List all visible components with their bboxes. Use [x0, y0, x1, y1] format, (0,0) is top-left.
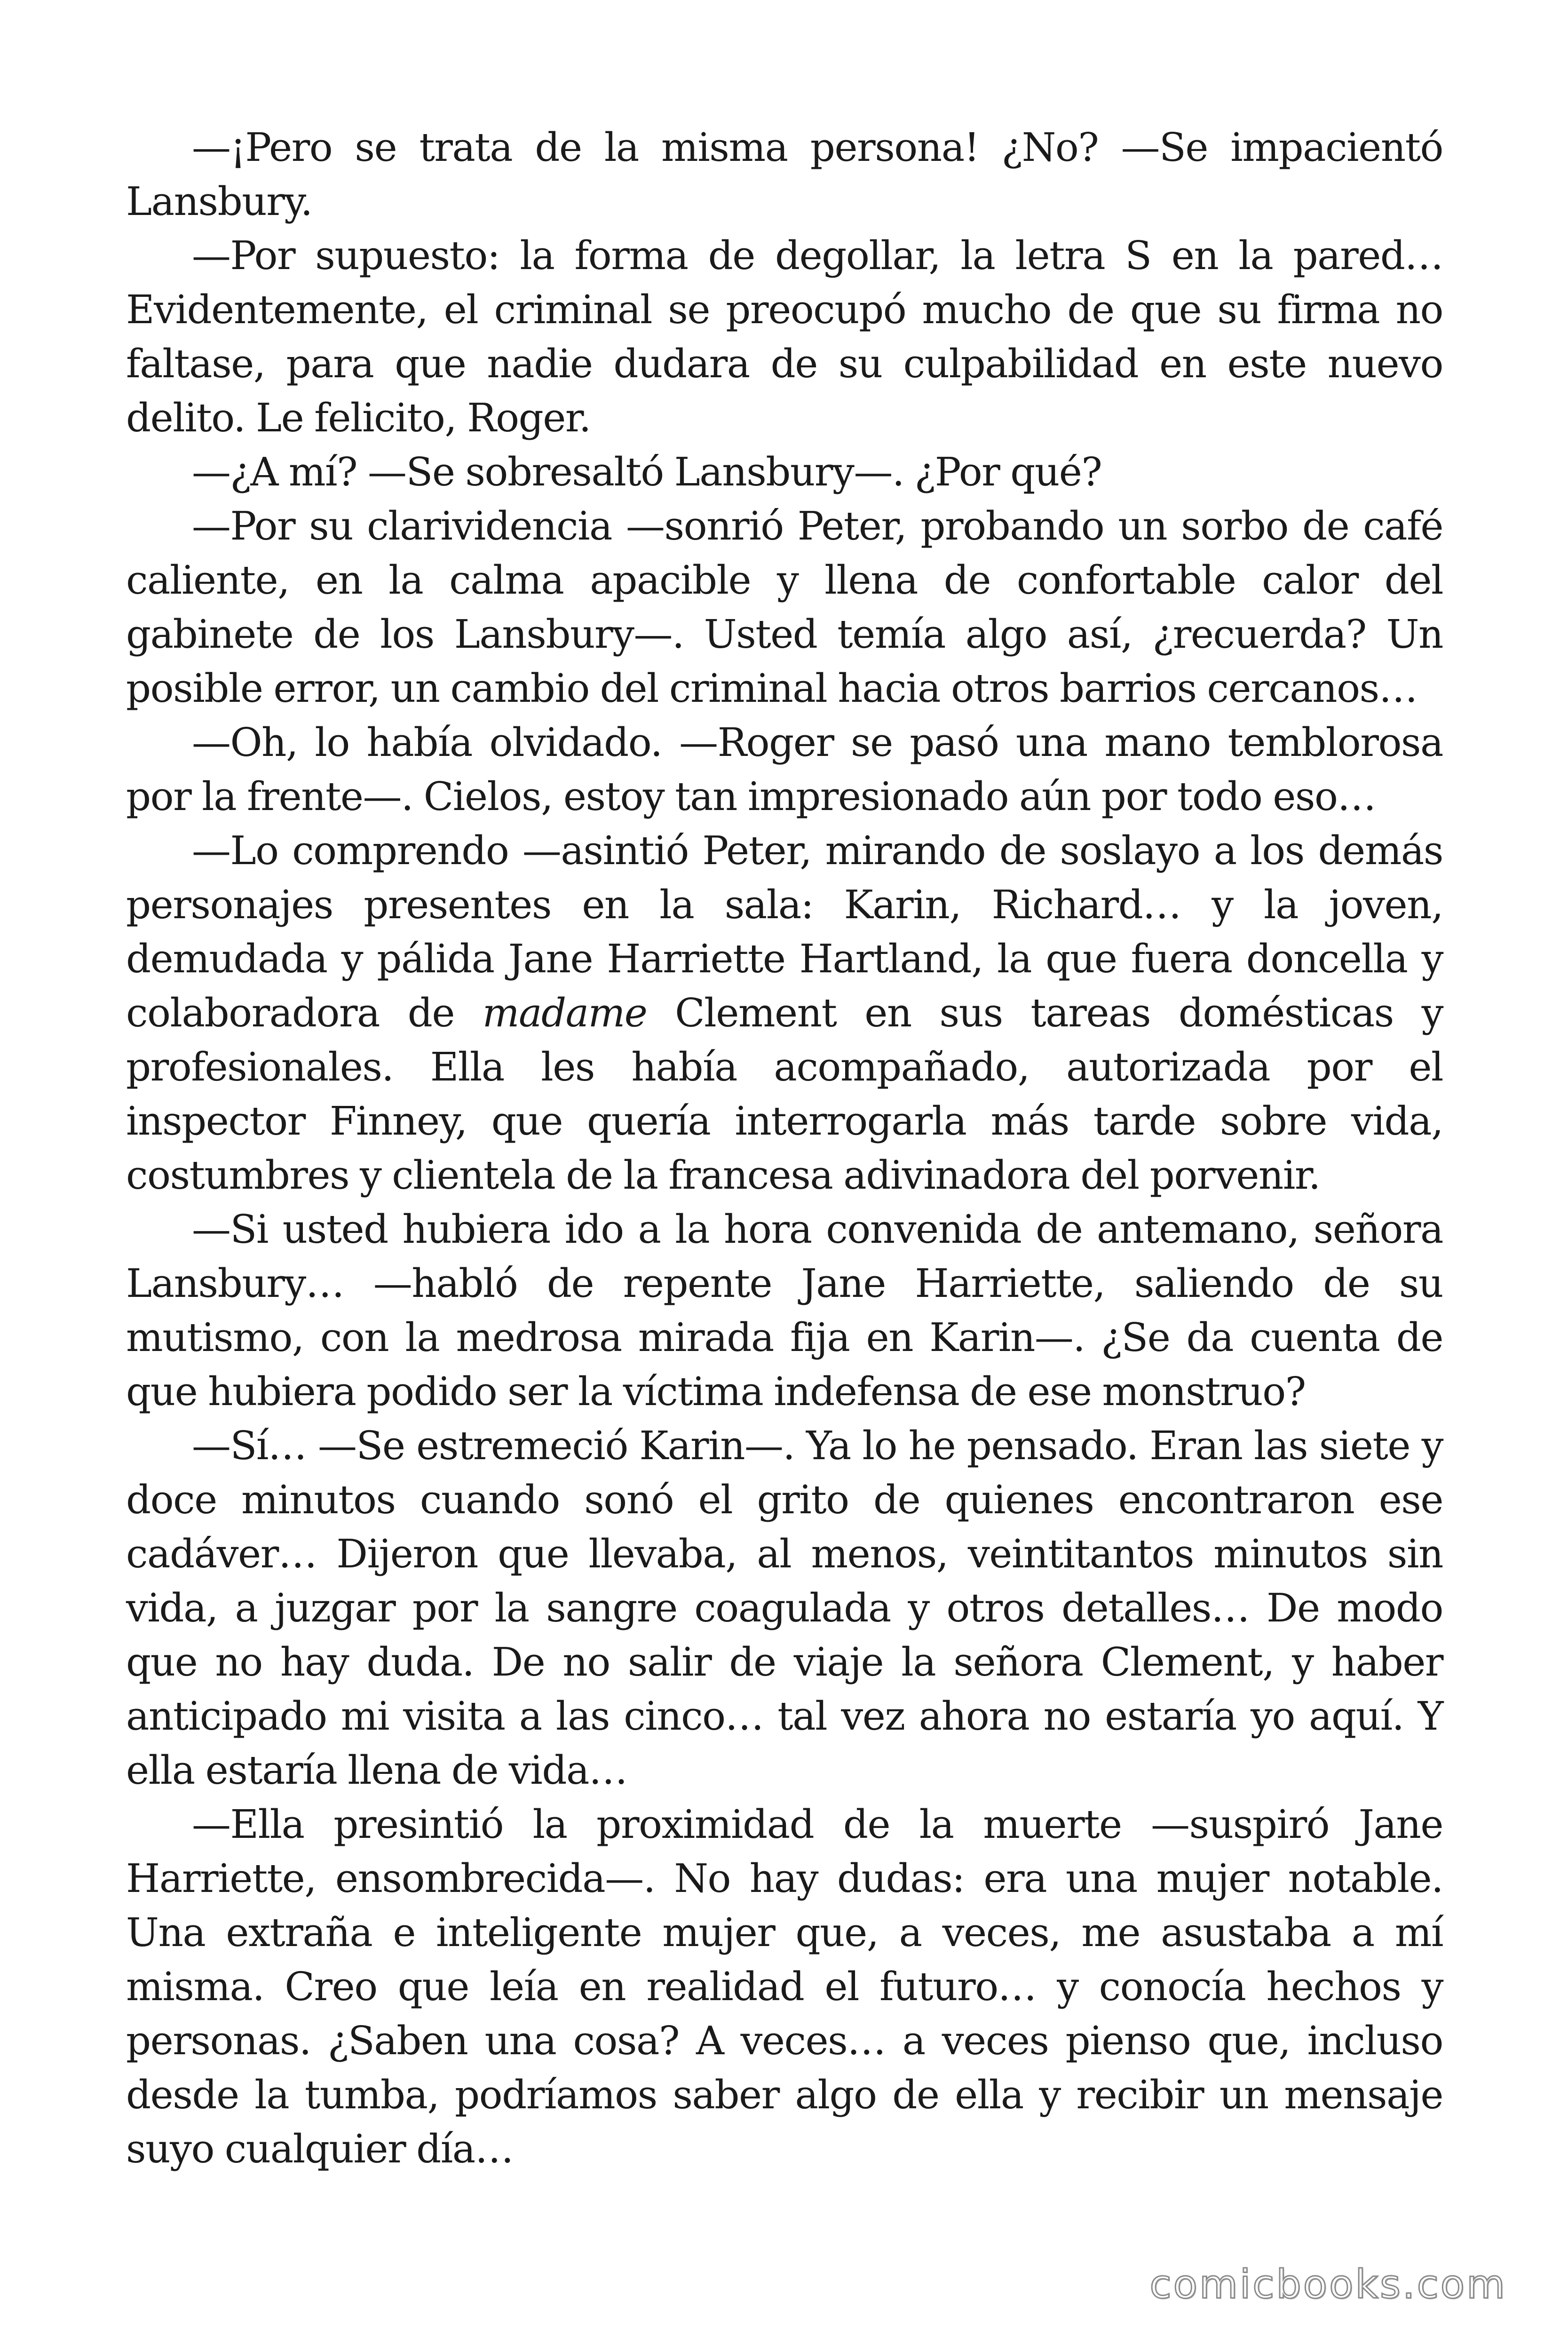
paragraph-text: —Por su clarividencia —sonrió Peter, probando un sorbo de café caliente, en la calma apacible y llena de confortable calor del gabinete de los Lansbury—. Usted temía algo así, ¿recuerda? Un posible error, un cambio del criminal hacia otros barrios cercanos…	[126, 503, 1443, 711]
paragraph	[126, 1202, 1443, 1419]
paragraph	[126, 1797, 1443, 2176]
watermark: comicbooks.com	[1149, 2261, 1507, 2307]
paragraph	[126, 499, 1443, 715]
paragraph-text: —Lo comprendo —asintió Peter, mirando de soslayo a los demás personajes presentes en la sala: Karin, Richard… y la joven, demudada y pálida Jane Harriette Hartland, la que fuera doncella y colaboradora de	[126, 828, 1443, 1036]
paragraph-text: —Por supuesto: la forma de degollar, la letra S en la pared… Evidentemente, el criminal se preocupó mucho de que su firma no faltase, para que nadie dudara de su culpabilidad en este nuevo delito. Le felicito, Roger.	[126, 233, 1443, 441]
paragraph	[126, 120, 1443, 229]
paragraph-text: —¿A mí? —Se sobresaltó Lansbury—. ¿Por qué?	[192, 449, 1102, 495]
italic-text: madame	[482, 990, 647, 1036]
paragraph	[126, 1419, 1443, 1797]
paragraph-text: Clement en sus tareas domésticas y profesionales. Ella les había acompañado, autorizada por el inspector Finney, que quería interrogarla más tarde sobre vida, costumbres y clientela de la francesa adivinadora del porvenir.	[126, 990, 1443, 1198]
paragraph-text: —Sí… —Se estremeció Karin—. Ya lo he pensado. Eran las siete y doce minutos cuando sonó el grito de quienes encontraron ese cadáver… Dijeron que llevaba, al menos, veintitantos minutos sin vida, a juzgar por la sangre coagulada y otros detalles… De modo que no hay duda. De no salir de viaje la señora Clement, y haber anticipado mi visita a las cinco… tal vez ahora no estaría yo aquí. Y ella estaría llena de vida…	[126, 1423, 1443, 1793]
page-body	[126, 120, 1443, 2176]
paragraph-text: —Ella presintió la proximidad de la muerte —suspiró Jane Harriette, ensombrecida—. No hay dudas: era una mujer notable. Una extraña e inteligente mujer que, a veces, me asustaba a mí misma. Creo que leía en realidad el futuro… y conocía hechos y personas. ¿Saben una cosa? A veces… a veces pienso que, incluso desde la tumba, podríamos saber algo de ella y recibir un mensaje suyo cualquier día…	[126, 1802, 1443, 2172]
paragraph	[126, 715, 1443, 824]
paragraph	[126, 229, 1443, 445]
paragraph-text: —¡Pero se trata de la misma persona! ¿No? —Se impacientó Lansbury.	[126, 125, 1443, 224]
paragraph	[126, 445, 1443, 499]
paragraph	[126, 824, 1443, 1202]
paragraph-text: —Si usted hubiera ido a la hora convenida de antemano, señora Lansbury… —habló de repente Jane Harriette, saliendo de su mutismo, con la medrosa mirada fija en Karin—. ¿Se da cuenta de que hubiera podido ser la víctima indefensa de ese monstruo?	[126, 1207, 1443, 1414]
paragraph-text: —Oh, lo había olvidado. —Roger se pasó una mano temblorosa por la frente—. Cielos, estoy tan impresionado aún por todo eso…	[126, 720, 1443, 819]
